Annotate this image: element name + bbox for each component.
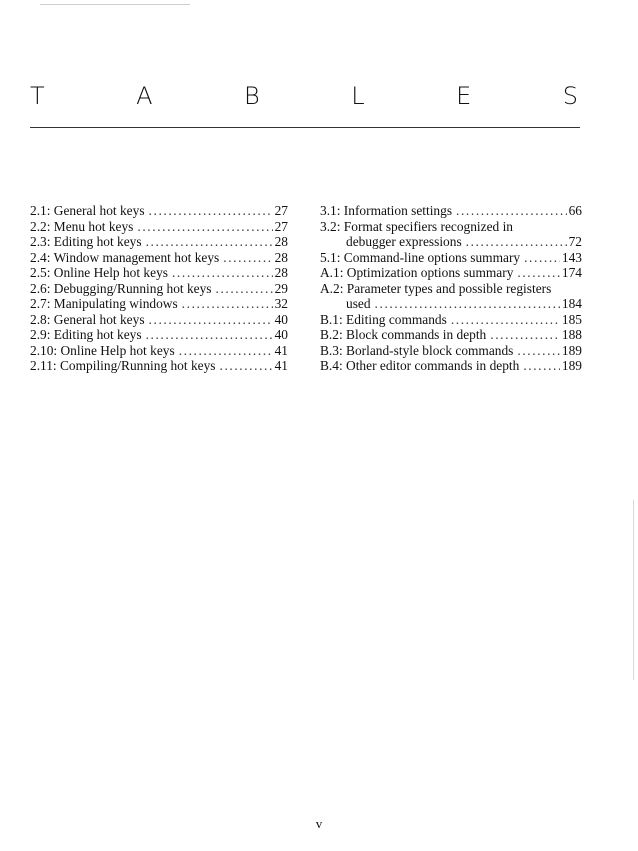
toc-entry — [30, 358, 288, 374]
toc-entry-label: B.2: Block commands in depth — [320, 327, 487, 342]
dot-leader — [146, 327, 273, 343]
toc-entry — [30, 296, 288, 312]
dot-leader — [146, 234, 273, 250]
toc-entry — [30, 265, 288, 281]
scan-artifact-top — [40, 4, 190, 5]
toc-entry-label: A.2: Parameter types and possible registers — [320, 280, 552, 296]
toc-entry-page: 28 — [274, 265, 288, 280]
toc-entry — [30, 203, 288, 219]
heading-letter: T — [30, 82, 45, 110]
toc-entry-page: 189 — [561, 342, 582, 358]
toc-entry — [30, 312, 288, 328]
section-heading — [30, 82, 578, 110]
toc-entry-page: 188 — [561, 327, 582, 342]
dot-leader — [223, 250, 272, 266]
dot-leader — [524, 250, 560, 266]
heading-letter: S — [562, 82, 578, 110]
toc-entry-label: 2.9: Editing hot keys — [30, 327, 142, 342]
toc-entry — [320, 219, 582, 250]
toc-entry-page: 32 — [274, 296, 288, 311]
toc-entry — [320, 281, 582, 312]
toc-entry-label-continued: debugger expressions — [346, 234, 462, 249]
toc-entry-page: 40 — [274, 311, 288, 327]
toc-entry-label: 2.11: Compiling/Running hot keys — [30, 358, 216, 373]
dot-leader — [517, 343, 560, 359]
toc-entry-page: 174 — [561, 265, 582, 280]
dot-leader — [149, 203, 273, 219]
toc-entry-page: 72 — [568, 234, 582, 249]
dot-leader — [172, 265, 273, 281]
dot-leader — [523, 358, 560, 374]
toc-entry-page: 28 — [274, 249, 288, 265]
toc-entry-page: 27 — [274, 203, 288, 218]
toc-entry-label: B.3: Borland-style block commands — [320, 342, 514, 358]
dot-leader — [149, 312, 273, 328]
page-number: v — [315, 816, 323, 831]
toc-entry-label: 3.2: Format specifiers recognized in — [320, 218, 513, 234]
dot-leader — [456, 203, 567, 219]
toc-entry — [320, 327, 582, 343]
toc-entry — [30, 250, 288, 266]
toc-left-column — [30, 203, 288, 374]
toc-entry — [320, 203, 582, 219]
toc-entry — [320, 343, 582, 359]
toc-entry-label: 2.1: General hot keys — [30, 203, 145, 218]
toc-right-column — [320, 203, 582, 374]
toc-entry — [30, 327, 288, 343]
toc-entry — [320, 312, 582, 328]
toc-entry-label: 2.7: Manipulating windows — [30, 296, 178, 311]
toc-entry-page: 28 — [274, 234, 288, 249]
toc-entry-label: 2.6: Debugging/Running hot keys — [30, 280, 212, 296]
toc-entry — [30, 343, 288, 359]
toc-entry-page: 189 — [561, 358, 582, 373]
toc-entry-label: 2.5: Online Help hot keys — [30, 265, 168, 280]
toc-entry-label: 2.4: Window management hot keys — [30, 249, 220, 265]
dot-leader — [375, 296, 560, 312]
toc-entry — [320, 358, 582, 374]
toc-entry-label: 2.10: Online Help hot keys — [30, 342, 175, 358]
toc-entry-label: A.1: Optimization options summary — [320, 265, 514, 280]
toc-entry-page: 66 — [568, 203, 582, 218]
toc-entry-label: 2.3: Editing hot keys — [30, 234, 142, 249]
toc-entry-page: 27 — [274, 218, 288, 234]
toc-entry — [30, 234, 288, 250]
dot-leader — [517, 265, 560, 281]
dot-leader — [466, 234, 567, 250]
toc-entry-label: 3.1: Information settings — [320, 203, 453, 218]
dot-leader — [137, 219, 272, 235]
dot-leader — [451, 312, 560, 328]
toc-entry-label-continued: used — [346, 296, 371, 311]
toc-entry-page: 41 — [274, 358, 288, 373]
toc-entry-label: B.1: Editing commands — [320, 311, 447, 327]
toc-entry-page: 185 — [561, 311, 582, 327]
dot-leader — [182, 296, 273, 312]
toc-entry-label: 2.8: General hot keys — [30, 311, 145, 327]
dot-leader — [216, 281, 273, 297]
toc-entry-page: 184 — [561, 296, 582, 311]
toc-entry — [320, 265, 582, 281]
dot-leader — [490, 327, 560, 343]
toc-entry-page: 41 — [274, 342, 288, 358]
heading-letter: E — [456, 82, 472, 110]
toc-entry-page: 143 — [561, 249, 582, 265]
dot-leader — [220, 358, 273, 374]
heading-letter: B — [244, 82, 260, 110]
toc-entry-label: 5.1: Command-line options summary — [320, 249, 521, 265]
toc-entry — [30, 219, 288, 235]
heading-rule — [30, 127, 580, 128]
toc-entry-page: 40 — [274, 327, 288, 342]
toc-entry — [30, 281, 288, 297]
toc-entry-page: 29 — [274, 280, 288, 296]
toc-entry-label: 2.2: Menu hot keys — [30, 218, 134, 234]
heading-letter: L — [351, 82, 365, 110]
dot-leader — [179, 343, 273, 359]
toc-entry-label: B.4: Other editor commands in depth — [320, 358, 520, 373]
toc-entry — [320, 250, 582, 266]
heading-letter: A — [136, 82, 153, 110]
scan-artifact-right — [633, 500, 634, 680]
